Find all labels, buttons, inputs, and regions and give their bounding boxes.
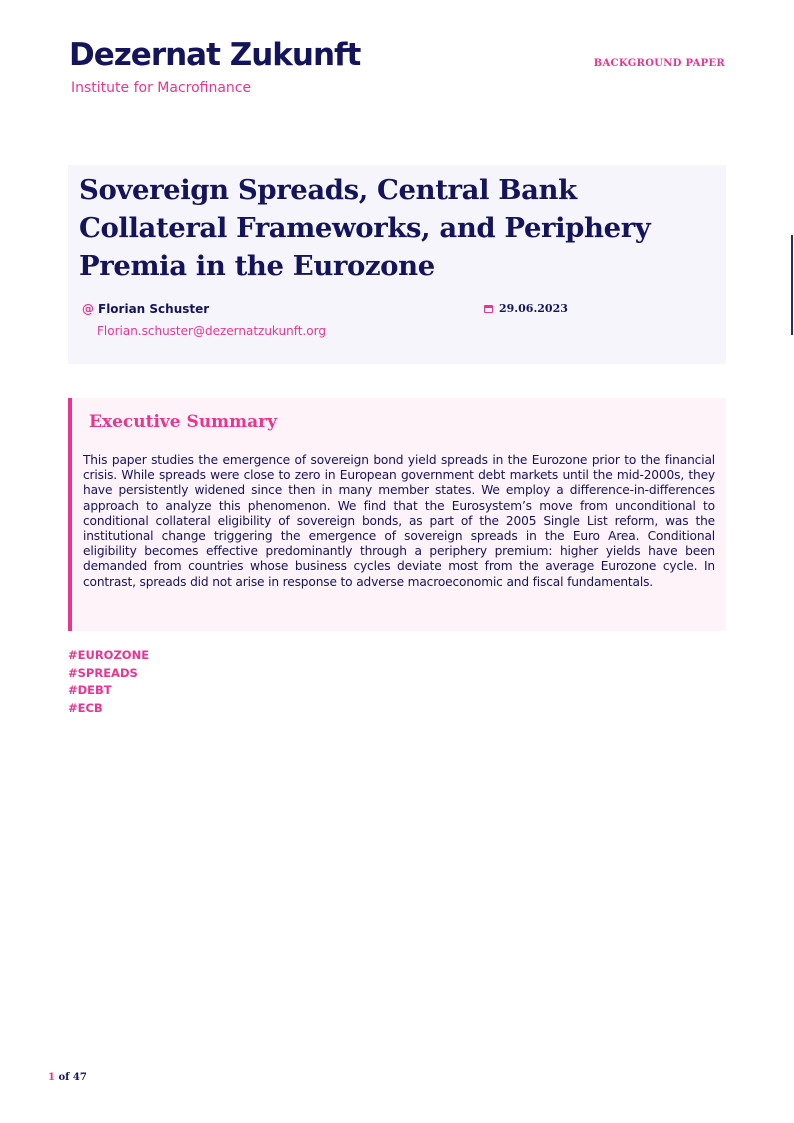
tag-ecb: #ECB: [68, 700, 103, 715]
current-page: 1: [48, 1072, 55, 1083]
title-panel: [68, 165, 726, 364]
total-pages: 47: [72, 1072, 87, 1083]
paper-title: Sovereign Spreads, Central Bank Collateral Frameworks, and Periphery Premia in the Eurozone: [79, 174, 651, 282]
author-email-link[interactable]: Florian.schuster@dezernatzukunft.org: [97, 324, 326, 338]
executive-summary-panel: [68, 398, 726, 631]
page-counter: [48, 1072, 87, 1083]
summary-text: This paper studies the emergence of sovereign bond yield spreads in the Eurozone prior to the financial crisis. While spreads were close to zero in European government debt markets until the mid-2000s, they have persistently widened since then in many member states. We employ a difference-in-differences approach to analyze this phenomenon. We find that the Eurosystem’s move from unconditional to conditional collateral eligibility of sovereign bonds, as part of the 2005 Single List reform, was the institutional change triggering the emergence of sovereign spreads in the Euro Area. Conditional eligibility becomes effective predominantly through a periphery premium: higher yields have been demanded from countries whose business cycles deviate most from the average Eurozone cycle. In contrast, spreads did not arise in response to adverse macroeconomic and fiscal fundamentals.: [83, 453, 715, 589]
side-rule: [791, 235, 793, 335]
tag-debt: #DEBT: [68, 683, 112, 697]
logo-subtitle: Institute for Macrofinance: [71, 80, 252, 96]
tag-spreads: #SPREADS: [68, 665, 138, 680]
publication-date: 29.06.2023: [499, 302, 568, 315]
author-row: [82, 302, 209, 316]
author-name: Florian Schuster: [98, 302, 210, 316]
page-of-label: of: [58, 1072, 70, 1083]
logo-title: Dezernat Zukunft: [69, 37, 361, 73]
tag-eurozone: #EUROZONE: [68, 648, 150, 662]
summary-heading: Executive Summary: [89, 412, 278, 432]
document-type-label: BACKGROUND PAPER: [593, 58, 725, 69]
at-icon: @: [82, 302, 94, 316]
calendar-icon: [484, 305, 493, 313]
date-row: [484, 302, 568, 315]
tag-list: [68, 647, 149, 717]
